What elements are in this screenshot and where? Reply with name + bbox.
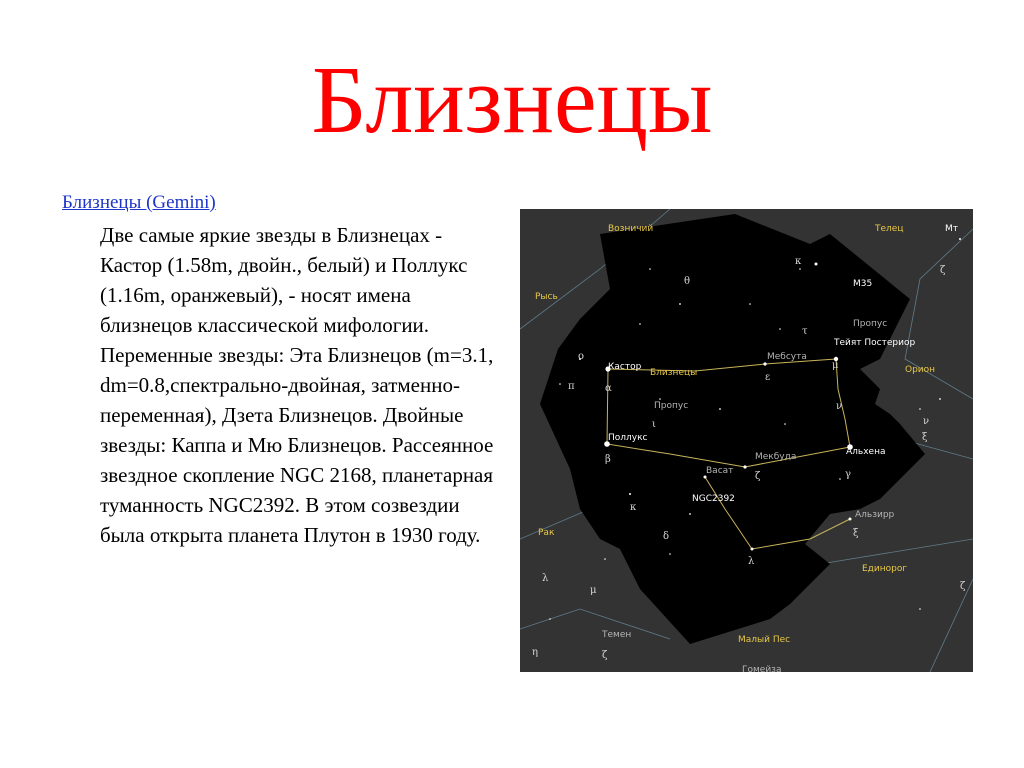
greek-beta: β <box>605 454 611 465</box>
greek-kappa-top: κ <box>795 256 802 267</box>
label-alhena: Альхена <box>846 447 886 457</box>
text-block <box>62 186 502 550</box>
label-lynx: Рысь <box>535 292 558 302</box>
label-m35: M35 <box>853 279 873 289</box>
label-mt: Мт <box>945 224 959 234</box>
label-propus1: Пропус <box>853 319 888 329</box>
greek-mu-lower: μ <box>590 585 597 596</box>
greek-xi-right: ξ <box>922 432 928 443</box>
greek-iota: ι <box>652 419 656 430</box>
label-pollux: Поллукс <box>608 433 648 443</box>
description-paragraph: Две самые яркие звезды в Близнецах - Кастор (1.58m, двойн., белый) и Поллукс (1.16m, оранжевый), - носят имена близнецов классической мифологии. Переменные звезды: Эта Близнецов (m=3.1, dm=0.8,спектрально-двойная, затменно-переменная), Дзета Близнецов. Двойные звезды: Каппа и Мю Близнецов. Рассеянное звездное скопление NGC 2168, планетарная туманность NGC2392. В этом созвездии была открыта планета Плутон в 1930 году. <box>100 223 494 547</box>
greek-gamma: γ <box>845 469 851 480</box>
greek-alpha: α <box>605 383 612 394</box>
label-tejat: Тейят Постериор <box>834 338 916 348</box>
greek-lambda: λ <box>748 556 755 567</box>
label-gemini: Близнецы <box>650 368 698 378</box>
greek-kappa: κ <box>630 502 637 513</box>
gemini-link[interactable]: Близнецы (Gemini) <box>62 192 216 213</box>
greek-mu: μ <box>832 360 839 371</box>
greek-nu-right: ν <box>923 416 930 427</box>
greek-eta: η <box>532 647 538 658</box>
greek-omicron: ο <box>578 351 585 362</box>
greek-zeta-lower: ζ <box>602 650 608 661</box>
gemini-star-map <box>520 209 973 672</box>
label-cancer: Рак <box>538 528 555 538</box>
label-canis-minor: Малый Пес <box>738 635 791 645</box>
star-mebsuta <box>763 362 766 365</box>
greek-xi: ξ <box>853 528 859 539</box>
greek-zeta: ζ <box>755 471 761 482</box>
greek-delta: δ <box>663 531 670 542</box>
label-taurus: Телец <box>875 224 904 234</box>
greek-theta: θ <box>684 276 691 287</box>
greek-pi: π <box>568 381 575 392</box>
star-lambda <box>751 548 754 551</box>
label-gomeisa: Гомейза <box>742 665 782 672</box>
label-castor: Кастор <box>608 362 642 372</box>
label-monoceros: Единорог <box>862 564 908 574</box>
slide-title: Близнецы <box>311 46 713 153</box>
label-temen: Темен <box>602 630 632 640</box>
greek-lambda-left: λ <box>542 573 549 584</box>
star-alzirr <box>849 518 852 521</box>
label-wasat: Васат <box>706 466 734 476</box>
label-propus2: Пропус <box>654 401 689 411</box>
label-auriga: Возничий <box>608 224 654 234</box>
star-map-svg <box>520 209 973 672</box>
label-mekbuda: Мекбуда <box>755 452 797 462</box>
greek-nu: ν <box>836 401 843 412</box>
label-ngc2392: NGC2392 <box>692 494 735 504</box>
label-orion: Орион <box>905 365 936 375</box>
label-mebsuta: Мебсута <box>767 352 807 362</box>
star-mekbuda <box>743 465 746 468</box>
label-alzirr: Альзирр <box>855 510 895 520</box>
greek-epsilon: ε <box>765 372 771 383</box>
greek-zeta-taurus: ζ <box>940 265 946 276</box>
greek-zeta-right: ζ <box>960 581 966 592</box>
greek-tau: τ <box>802 326 808 337</box>
